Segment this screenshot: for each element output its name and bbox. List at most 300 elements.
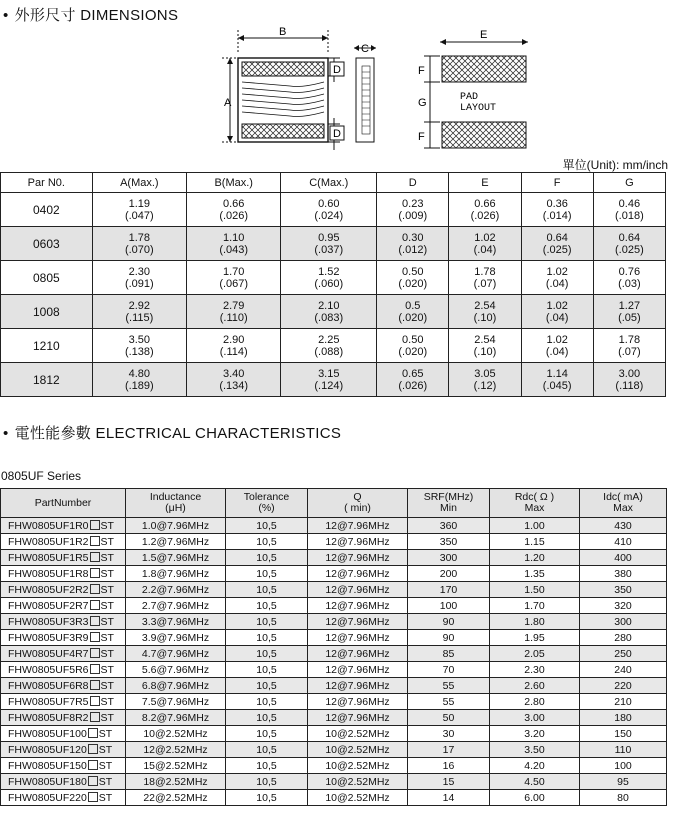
part-number-cell — [1, 630, 126, 646]
part-size-cell: 1812 — [1, 363, 93, 397]
part-size-cell: 0805 — [1, 261, 93, 295]
part-number-prefix: FHW0805UF180 — [8, 775, 87, 788]
srf-cell: 100 — [408, 598, 490, 614]
q-cell: 12@7.96MHz — [308, 518, 408, 534]
dimension-mm-value: 3.15 — [318, 367, 340, 380]
dimension-mm-value: 1.78 — [128, 231, 151, 244]
dimension-inch-value: (.060) — [314, 277, 344, 290]
dimension-mm-value: 0.64 — [546, 231, 568, 244]
dimension-inch-value: (.020) — [398, 345, 428, 358]
electrical-header-cell — [1, 489, 126, 518]
dimension-a-cell — [92, 193, 186, 227]
srf-cell: 350 — [408, 534, 490, 550]
dimension-mm-value: 0.64 — [618, 231, 641, 244]
dimension-inch-value: (.047) — [124, 209, 154, 222]
electrical-row — [1, 582, 667, 598]
part-number-suffix: ST — [100, 647, 114, 660]
dimension-mm-value: 2.90 — [222, 333, 245, 346]
electrical-heading — [3, 422, 341, 443]
electrical-heading-en: ELECTRICAL CHARACTERISTICS — [95, 425, 342, 442]
header-line-1: PartNumber — [34, 496, 92, 509]
dimensions-header-cell: C(Max.) — [281, 173, 377, 193]
checkbox-icon — [88, 792, 98, 802]
part-size-cell: 1008 — [1, 295, 93, 329]
inductance-cell: 22@2.52MHz — [126, 790, 226, 806]
q-cell: 12@7.96MHz — [308, 566, 408, 582]
dimension-a-cell — [92, 363, 186, 397]
header-line-2: Min — [440, 502, 457, 514]
inductance-cell: 2.2@7.96MHz — [126, 582, 226, 598]
dimension-f-cell — [521, 193, 593, 227]
series-title: 0805UF Series — [1, 469, 82, 483]
part-number-suffix: ST — [98, 791, 113, 804]
dimension-b-cell — [187, 295, 281, 329]
idc-cell: 410 — [580, 534, 667, 550]
dimension-b-cell — [187, 329, 281, 363]
rdc-cell: 4.20 — [490, 758, 580, 774]
part-number-suffix: ST — [100, 567, 114, 580]
dimension-inch-value: (.067) — [219, 277, 249, 290]
dimension-b-cell — [187, 193, 281, 227]
idc-cell: 210 — [580, 694, 667, 710]
part-number-prefix: FHW0805UF2R2 — [8, 583, 89, 596]
dimension-mm-value: 0.23 — [402, 197, 424, 210]
tolerance-cell: 10,5 — [226, 566, 308, 582]
part-number-cell — [1, 582, 126, 598]
dimensions-header-row — [1, 173, 666, 193]
dimension-inch-value: (.10) — [473, 345, 497, 358]
tolerance-cell: 10,5 — [226, 614, 308, 630]
dimensions-table-body — [1, 193, 666, 397]
dimension-g-cell — [593, 227, 665, 261]
rdc-cell: 1.15 — [490, 534, 580, 550]
rdc-cell: 1.95 — [490, 630, 580, 646]
part-number-prefix: FHW0805UF6R8 — [8, 679, 89, 692]
dimension-a-cell — [92, 295, 186, 329]
dimension-b-cell — [187, 227, 281, 261]
dimension-e-cell — [449, 329, 521, 363]
inductance-cell: 18@2.52MHz — [126, 774, 226, 790]
part-number-prefix: FHW0805UF8R2 — [8, 711, 89, 724]
dimensions-header-cell: D — [377, 173, 449, 193]
srf-cell: 15 — [408, 774, 490, 790]
electrical-header-row — [1, 489, 667, 518]
rdc-cell: 1.00 — [490, 518, 580, 534]
part-number-prefix: FHW0805UF100 — [8, 727, 87, 740]
part-number-prefix: FHW0805UF1R5 — [8, 551, 89, 564]
dimensions-heading-cn: 外形尺寸 — [14, 7, 76, 24]
part-number-suffix: ST — [98, 759, 113, 772]
electrical-table-body — [1, 518, 667, 806]
dimension-mm-value: 3.40 — [222, 367, 245, 380]
electrical-header-cell — [226, 489, 308, 518]
dimension-inch-value: (.124) — [314, 379, 344, 392]
label-f-bottom: F — [418, 131, 425, 143]
dimension-f-cell — [521, 329, 593, 363]
dimension-mm-value: 2.25 — [318, 333, 340, 346]
dimension-b-cell — [187, 261, 281, 295]
dimension-mm-value: 0.95 — [318, 231, 340, 244]
dimension-inch-value: (.04) — [545, 277, 569, 290]
dimensions-header-cell: Par N0. — [1, 173, 93, 193]
tolerance-cell: 10,5 — [226, 790, 308, 806]
dimension-d-cell — [377, 295, 449, 329]
dimension-inch-value: (.026) — [470, 209, 500, 222]
dimension-g-cell — [593, 261, 665, 295]
rdc-cell: 4.50 — [490, 774, 580, 790]
electrical-heading-cn: 電性能參數 — [14, 425, 92, 442]
electrical-row — [1, 710, 667, 726]
part-number-suffix: ST — [100, 631, 114, 644]
q-cell: 12@7.96MHz — [308, 662, 408, 678]
dimension-inch-value: (.114) — [219, 345, 248, 358]
rdc-cell: 1.20 — [490, 550, 580, 566]
electrical-row — [1, 614, 667, 630]
part-number-cell — [1, 662, 126, 678]
rdc-cell: 2.80 — [490, 694, 580, 710]
part-number-suffix: ST — [100, 519, 114, 532]
electrical-header-cell — [408, 489, 490, 518]
dimension-inch-value: (.018) — [615, 209, 644, 222]
dimension-mm-value: 1.70 — [222, 265, 245, 278]
part-number-cell — [1, 710, 126, 726]
checkbox-icon — [90, 664, 100, 674]
inductance-cell: 1.5@7.96MHz — [126, 550, 226, 566]
srf-cell: 90 — [408, 630, 490, 646]
idc-cell: 80 — [580, 790, 667, 806]
inductance-cell: 6.8@7.96MHz — [126, 678, 226, 694]
part-number-cell — [1, 790, 126, 806]
srf-cell: 50 — [408, 710, 490, 726]
part-number-cell — [1, 566, 126, 582]
dimension-inch-value: (.088) — [314, 345, 344, 358]
tolerance-cell: 10,5 — [226, 694, 308, 710]
tolerance-cell: 10,5 — [226, 678, 308, 694]
rdc-cell: 1.50 — [490, 582, 580, 598]
dimension-mm-value: 0.36 — [546, 197, 568, 210]
part-number-prefix: FHW0805UF3R3 — [8, 615, 89, 628]
dimension-inch-value: (.134) — [219, 379, 249, 392]
label-g: G — [418, 97, 427, 109]
dimension-inch-value: (.070) — [124, 243, 154, 256]
dimension-mm-value: 1.02 — [546, 265, 568, 278]
dimension-d-cell — [377, 329, 449, 363]
dimensions-heading-en: DIMENSIONS — [80, 7, 179, 24]
tolerance-cell: 10,5 — [226, 758, 308, 774]
tolerance-cell: 10,5 — [226, 598, 308, 614]
q-cell: 12@7.96MHz — [308, 646, 408, 662]
checkbox-icon — [90, 648, 100, 658]
electrical-row — [1, 566, 667, 582]
part-number-cell — [1, 694, 126, 710]
dimension-mm-value: 0.66 — [474, 197, 496, 210]
electrical-row — [1, 790, 667, 806]
checkbox-icon — [88, 776, 98, 786]
dimension-e-cell — [449, 193, 521, 227]
q-cell: 12@7.96MHz — [308, 678, 408, 694]
srf-cell: 17 — [408, 742, 490, 758]
dimension-inch-value: (.083) — [314, 311, 344, 324]
dimension-mm-value: 4.80 — [128, 367, 151, 380]
dimensions-header-cell: G — [593, 173, 665, 193]
rdc-cell: 2.30 — [490, 662, 580, 678]
dimension-c-cell — [281, 227, 377, 261]
label-f-top: F — [418, 65, 425, 77]
checkbox-icon — [90, 536, 100, 546]
q-cell: 10@2.52MHz — [308, 790, 408, 806]
header-line-1: Idc( mA) — [603, 491, 643, 503]
srf-cell: 14 — [408, 790, 490, 806]
dimensions-row — [1, 261, 666, 295]
part-number-cell — [1, 598, 126, 614]
tolerance-cell: 10,5 — [226, 662, 308, 678]
electrical-row — [1, 726, 667, 742]
idc-cell: 380 — [580, 566, 667, 582]
dimensions-heading — [3, 4, 178, 25]
label-e: E — [480, 29, 488, 41]
dimension-inch-value: (.024) — [314, 209, 344, 222]
dimension-g-cell — [593, 329, 665, 363]
checkbox-icon — [90, 552, 100, 562]
srf-cell: 300 — [408, 550, 490, 566]
electrical-row — [1, 694, 667, 710]
label-d-top: D — [333, 64, 341, 76]
idc-cell: 300 — [580, 614, 667, 630]
part-number-prefix: FHW0805UF7R5 — [8, 695, 89, 708]
inductance-cell: 10@2.52MHz — [126, 726, 226, 742]
rdc-cell: 1.70 — [490, 598, 580, 614]
q-cell: 10@2.52MHz — [308, 758, 408, 774]
electrical-row — [1, 646, 667, 662]
inductance-cell: 7.5@7.96MHz — [126, 694, 226, 710]
part-number-prefix: FHW0805UF3R9 — [8, 631, 89, 644]
part-number-suffix: ST — [100, 583, 114, 596]
q-cell: 10@2.52MHz — [308, 726, 408, 742]
tolerance-cell: 10,5 — [226, 646, 308, 662]
label-layout: LAYOUT — [460, 103, 497, 114]
dimension-c-cell — [281, 193, 377, 227]
dimension-mm-value: 1.52 — [318, 265, 340, 278]
part-size-cell: 0603 — [1, 227, 93, 261]
idc-cell: 100 — [580, 758, 667, 774]
dimension-inch-value: (.07) — [473, 277, 497, 290]
dimension-e-cell — [449, 227, 521, 261]
idc-cell: 95 — [580, 774, 667, 790]
part-number-prefix: FHW0805UF1R8 — [8, 567, 89, 580]
tolerance-cell: 10,5 — [226, 710, 308, 726]
dimension-inch-value: (.009) — [398, 209, 428, 222]
dimensions-header-cell: A(Max.) — [92, 173, 186, 193]
part-number-suffix: ST — [100, 663, 114, 676]
dimension-inch-value: (.12) — [473, 379, 497, 392]
part-number-suffix: ST — [100, 679, 114, 692]
tolerance-cell: 10,5 — [226, 582, 308, 598]
srf-cell: 200 — [408, 566, 490, 582]
checkbox-icon — [88, 744, 98, 754]
part-number-suffix: ST — [100, 615, 114, 628]
dimension-mm-value: 2.10 — [318, 299, 340, 312]
dimension-c-cell — [281, 363, 377, 397]
dimension-inch-value: (.10) — [473, 311, 497, 324]
tolerance-cell: 10,5 — [226, 742, 308, 758]
electrical-header-cell — [126, 489, 226, 518]
dimension-mm-value: 3.00 — [618, 367, 641, 380]
label-d-bottom: D — [333, 128, 341, 140]
srf-cell: 55 — [408, 678, 490, 694]
idc-cell: 280 — [580, 630, 667, 646]
part-number-suffix: ST — [100, 535, 114, 548]
rdc-cell: 1.35 — [490, 566, 580, 582]
srf-cell: 90 — [408, 614, 490, 630]
header-line-2: Max — [613, 502, 633, 514]
part-number-cell — [1, 678, 126, 694]
rdc-cell: 6.00 — [490, 790, 580, 806]
dimension-mm-value: 2.54 — [474, 333, 496, 346]
dimension-mm-value: 0.50 — [402, 265, 424, 278]
dimension-mm-value: 1.14 — [546, 367, 568, 380]
dimension-g-cell — [593, 295, 665, 329]
part-number-cell — [1, 614, 126, 630]
header-line-2: (%) — [258, 502, 275, 514]
checkbox-icon — [88, 760, 98, 770]
label-c: C — [361, 43, 369, 55]
dimension-mm-value: 3.50 — [128, 333, 151, 346]
part-number-cell — [1, 518, 126, 534]
part-size-cell: 0402 — [1, 193, 93, 227]
dimension-inch-value: (.026) — [219, 209, 249, 222]
part-number-prefix: FHW0805UF220 — [8, 791, 87, 804]
header-line-2: (μH) — [165, 502, 186, 514]
dimensions-row — [1, 227, 666, 261]
inductance-cell: 3.3@7.96MHz — [126, 614, 226, 630]
dimension-g-cell — [593, 363, 665, 397]
dimension-inch-value: (.04) — [473, 243, 497, 256]
q-cell: 12@7.96MHz — [308, 694, 408, 710]
q-cell: 12@7.96MHz — [308, 614, 408, 630]
tolerance-cell: 10,5 — [226, 534, 308, 550]
checkbox-icon — [90, 632, 100, 642]
dimension-mm-value: 2.92 — [128, 299, 151, 312]
part-number-suffix: ST — [98, 775, 113, 788]
tolerance-cell: 10,5 — [226, 726, 308, 742]
dimensions-header-cell: F — [521, 173, 593, 193]
rdc-cell: 3.20 — [490, 726, 580, 742]
dimensions-row — [1, 193, 666, 227]
electrical-header-cell — [490, 489, 580, 518]
dimension-e-cell — [449, 261, 521, 295]
dimension-inch-value: (.110) — [219, 311, 248, 324]
dimension-inch-value: (.025) — [542, 243, 572, 256]
dimension-g-cell — [593, 193, 665, 227]
electrical-table — [0, 488, 667, 806]
idc-cell: 320 — [580, 598, 667, 614]
dimension-b-cell — [187, 363, 281, 397]
dimension-mm-value: 2.30 — [128, 265, 151, 278]
electrical-row — [1, 774, 667, 790]
rdc-cell: 3.00 — [490, 710, 580, 726]
dimension-mm-value: 0.46 — [618, 197, 641, 210]
inductance-cell: 8.2@7.96MHz — [126, 710, 226, 726]
dimension-d-cell — [377, 227, 449, 261]
idc-cell: 430 — [580, 518, 667, 534]
dimensions-header-cell: E — [449, 173, 521, 193]
dimension-a-cell — [92, 227, 186, 261]
dimension-mm-value: 2.79 — [222, 299, 245, 312]
checkbox-icon — [88, 728, 98, 738]
electrical-header-cell — [308, 489, 408, 518]
dimension-inch-value: (.189) — [124, 379, 154, 392]
dimension-inch-value: (.118) — [615, 379, 644, 392]
dimension-mm-value: 2.54 — [474, 299, 496, 312]
idc-cell: 110 — [580, 742, 667, 758]
part-number-cell — [1, 742, 126, 758]
idc-cell: 400 — [580, 550, 667, 566]
dimension-inch-value: (.037) — [314, 243, 344, 256]
inductance-cell: 1.8@7.96MHz — [126, 566, 226, 582]
part-number-suffix: ST — [100, 695, 114, 708]
header-line-1: Inductance — [149, 491, 202, 503]
dimension-inch-value: (.03) — [618, 277, 641, 290]
dimension-mm-value: 1.02 — [546, 299, 568, 312]
dimension-mm-value: 0.66 — [222, 197, 245, 210]
bullet-icon: • — [3, 7, 9, 24]
idc-cell: 220 — [580, 678, 667, 694]
srf-cell: 360 — [408, 518, 490, 534]
electrical-row — [1, 598, 667, 614]
dimension-mm-value: 1.78 — [474, 265, 496, 278]
dimensions-table — [0, 172, 666, 397]
checkbox-icon — [90, 680, 100, 690]
electrical-row — [1, 534, 667, 550]
part-number-prefix: FHW0805UF2R7 — [8, 599, 89, 612]
dimensions-header-cell: B(Max.) — [187, 173, 281, 193]
dimension-a-cell — [92, 329, 186, 363]
rdc-cell: 2.60 — [490, 678, 580, 694]
dimension-a-cell — [92, 261, 186, 295]
dimension-e-cell — [449, 363, 521, 397]
idc-cell: 180 — [580, 710, 667, 726]
dimension-inch-value: (.07) — [618, 345, 641, 358]
srf-cell: 16 — [408, 758, 490, 774]
srf-cell: 70 — [408, 662, 490, 678]
q-cell: 12@7.96MHz — [308, 582, 408, 598]
inductance-cell: 12@2.52MHz — [126, 742, 226, 758]
header-line-2: ( min) — [344, 502, 371, 514]
dimension-inch-value: (.045) — [542, 379, 572, 392]
dimension-d-cell — [377, 193, 449, 227]
dimension-f-cell — [521, 295, 593, 329]
inductance-cell: 4.7@7.96MHz — [126, 646, 226, 662]
part-number-prefix: FHW0805UF150 — [8, 759, 87, 772]
dimension-mm-value: 1.02 — [546, 333, 568, 346]
part-number-suffix: ST — [98, 727, 113, 740]
part-number-cell — [1, 646, 126, 662]
q-cell: 12@7.96MHz — [308, 710, 408, 726]
inductance-cell: 2.7@7.96MHz — [126, 598, 226, 614]
dimension-f-cell — [521, 261, 593, 295]
dimension-e-cell — [449, 295, 521, 329]
electrical-header-cell — [580, 489, 667, 518]
header-line-1: Rdc( Ω ) — [514, 491, 555, 503]
part-number-cell — [1, 534, 126, 550]
checkbox-icon — [90, 696, 100, 706]
electrical-row — [1, 630, 667, 646]
inductance-cell: 1.2@7.96MHz — [126, 534, 226, 550]
checkbox-icon — [90, 520, 100, 530]
electrical-row — [1, 662, 667, 678]
label-b: B — [279, 26, 287, 38]
rdc-cell: 2.05 — [490, 646, 580, 662]
